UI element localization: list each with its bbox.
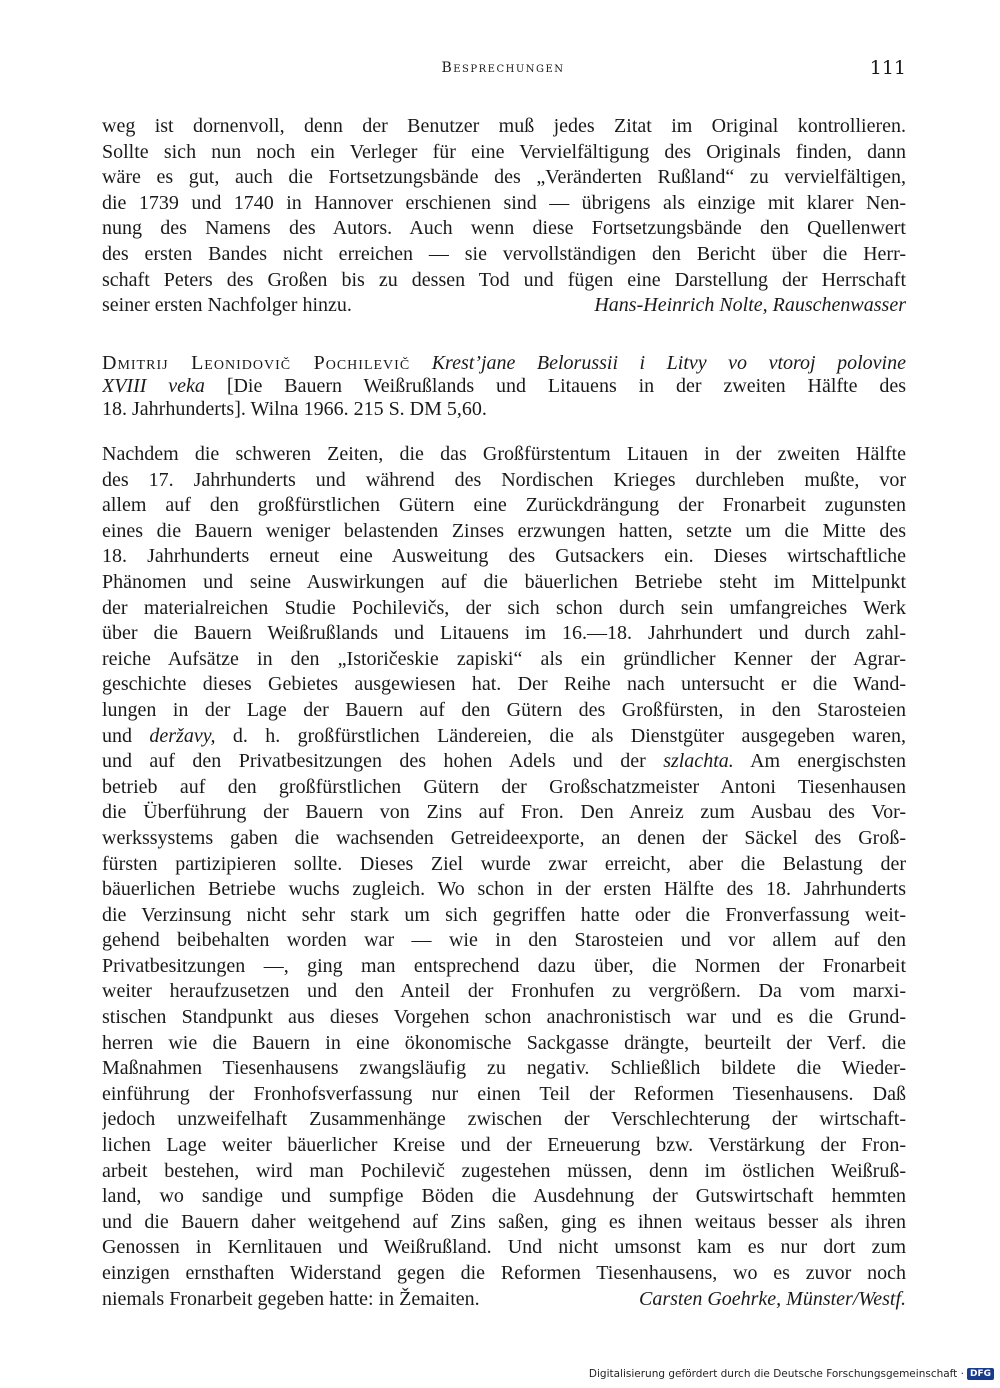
text-line: weiter heraufzusetzen und den Anteil der Fronhufen zu vergrößern. Da vom marxi- (102, 980, 906, 1003)
text-line (102, 749, 906, 775)
text-line: reiche Aufsätze in den „Istoričeskie zapiski“ als ein gründlicher Kenner der Agrar- (102, 647, 906, 670)
text-line: weg ist dornenvoll, denn der Benutzer muß jedes Zitat im Original kontrollieren. (102, 115, 906, 137)
term-szlachta: szlachta. (663, 750, 734, 773)
text-line: und die Bauern daher weitgehend auf Zins saßen, ging es ihnen weitaus besser als ihren (102, 1210, 906, 1233)
text-line: des 17. Jahrhunderts und während des Nordischen Krieges durchleben mußte, vor (102, 468, 906, 491)
text-line: schaft Peters des Großen bis zu dessen Tod und fügen eine Darstellung der Herrschaft (102, 268, 906, 291)
text-line: einzigen ernsthaften Widerstand gegen die Reformen Tiesenhausens, wo es zuvor noch (102, 1262, 906, 1284)
review-1-body (102, 114, 906, 319)
final-line: niemals Fronarbeit gegeben hatte: in Žemaiten. (102, 1287, 480, 1310)
review-2-closing (102, 1287, 906, 1313)
book-title: Krest’jane Belorussii i Litvy vo vtoroj polovine (431, 352, 906, 374)
text-line: stischen Standpunkt aus dieses Vorgehen schon anachronistisch war und es die Grund- (102, 1006, 906, 1029)
publication-info: 18. Jahrhunderts]. Wilna 1966. 215 S. DM 5,60. (102, 398, 487, 420)
text-line: Sollte sich nun noch ein Verleger für eine Vervielfältigung des Originals finden, dann (102, 140, 906, 163)
text-line: bäuerlichen Betriebe wuchs zugleich. Wo schon in der ersten Hälfte des 18. Jahrhunderts (102, 878, 906, 901)
review-1-closing (102, 293, 906, 319)
reviewer-signature: Hans-Heinrich Nolte, Rauschenwasser (594, 294, 906, 317)
review-2-body (102, 442, 906, 1312)
text-line: lichen Lage weiter bäuerlicher Kreise und der Erneuerung bzw. Verstärkung der Fron- (102, 1134, 906, 1157)
running-title: Besprechungen (441, 60, 565, 76)
text-line: geschichte dieses Gebietes ausgewiesen hat. Der Reihe nach untersucht er die Wand- (102, 673, 906, 696)
text-line: einführung der Fronhofsverfassung nur einen Teil der Reformen Tiesenhausens. Daß (102, 1082, 906, 1105)
heading-line-2 (102, 375, 906, 398)
funding-note: Digitalisierung gefördert durch die Deutsche Forschungsgemeinschaft · (588, 1368, 964, 1380)
running-head (100, 57, 906, 84)
text-line: lungen in der Lage der Bauern auf den Gütern des Großfürsten, in den Starosteien (102, 698, 906, 721)
final-line: seiner ersten Nachfolger hinzu. (102, 294, 352, 317)
text-fragment: d. h. großfürstlichen Ländereien, die als Dienstgüter ausgegeben waren, (215, 724, 906, 747)
text-line: die 1739 und 1740 in Hannover erschienen sind — übrigens als einzige mit klarer Nen- (102, 191, 906, 214)
text-line: des ersten Bandes nicht erreichen — sie vervollständigen den Bericht über die Herr- (102, 242, 906, 265)
text-line: fürsten partizipieren sollte. Dieses Ziel wurde zwar erreicht, aber die Belastung der (102, 852, 906, 875)
text-line: herren wie die Bauern in eine ökonomische Sackgasse drängte, beurteilt der Verf. die (102, 1031, 906, 1054)
text-line: Nachdem die schweren Zeiten, die das Großfürstentum Litauen in der zweiten Hälfte (102, 443, 906, 465)
heading-line-1 (102, 352, 906, 375)
text-line: Privatbesitzungen —, ging man entsprechend dazu über, die Normen der Fronarbeit (102, 954, 906, 977)
page-number: 111 (869, 57, 906, 79)
dfg-logo-icon: DFG (967, 1368, 994, 1380)
text-line: arbeit bestehen, wird man Pochilevič zugestehen müssen, denn im östlichen Weißruß- (102, 1159, 906, 1182)
text-line: eines die Bauern weniger belastenden Zinses erzwungen hatten, setzte um die Mitte des (102, 519, 906, 542)
text-line (102, 724, 906, 750)
text-fragment: und (102, 724, 150, 747)
term-derzavy: deržavy, (149, 724, 216, 747)
book-title-cont: XVIII veka (102, 375, 205, 397)
text-line: nung des Namens des Autors. Auch wenn diese Fortsetzungsbände den Quellenwert (102, 217, 906, 240)
text-line: der materialreichen Studie Pochilevičs, der sich schon durch sein umfangreiches Werk (102, 596, 906, 619)
review-2-heading (102, 352, 906, 421)
book-author: Dmitrij Leonidovič Pochilevič (102, 352, 411, 374)
text-fragment: und auf den Privatbesitzungen des hohen Adels und der (102, 750, 664, 773)
text-line: Genossen in Kernlitauen und Weißrußland. Und nicht umsonst kam es nur dort zum (102, 1236, 906, 1259)
text-line: über die Bauern Weißrußlands und Litauens im 16.—18. Jahrhundert und durch zahl- (102, 622, 906, 645)
text-fragment: Am energischsten (733, 750, 906, 773)
text-line: Maßnahmen Tiesenhausens zwangsläufig zu negativ. Schließlich bildete die Wieder- (102, 1057, 906, 1080)
digitization-footer (588, 1366, 994, 1382)
text-line: jedoch unzweifelhaft Zusammenhänge zwischen der Verschlechterung der wirtschaft- (102, 1108, 906, 1131)
reviewer-signature: Carsten Goehrke, Münster/Westf. (638, 1287, 906, 1310)
text-line: betrieb auf den großfürstlichen Gütern der Großschatzmeister Antoni Tiesenhausen (102, 775, 906, 798)
text-line: werkssystems gaben die wachsenden Getreideexporte, an denen der Säckel des Groß- (102, 826, 906, 849)
text-line: die Verzinsung nicht sehr stark um sich gegriffen hatte oder die Fronverfassung weit- (102, 903, 906, 926)
text-line: wäre es gut, auch die Fortsetzungsbände des „Veränderten Rußland“ zu vervielfältigen, (102, 166, 906, 189)
text-line: land, wo sandige und sumpfige Böden die Ausdehnung der Gutswirtschaft hemmten (102, 1185, 906, 1208)
text-line: gehend beibehalten worden war — wie in den Starosteien und vor allem auf den (102, 929, 906, 952)
text-line: 18. Jahrhunderts erneut eine Ausweitung des Gutsackers ein. Dieses wirtschaftliche (102, 545, 906, 568)
text-line: Phänomen und seine Auswirkungen auf die bäuerlichen Betriebe steht im Mittelpunkt (102, 570, 906, 593)
text-line: allem auf den großfürstlichen Gütern eine Zurückdrängung der Fronarbeit zugunsten (102, 494, 906, 517)
title-translation: [Die Bauern Weißrußlands und Litauens in der zweiten Hälfte des (226, 375, 906, 397)
text-line: die Überführung der Bauern von Zins auf Fron. Den Anreiz zum Ausbau des Vor- (102, 801, 906, 824)
